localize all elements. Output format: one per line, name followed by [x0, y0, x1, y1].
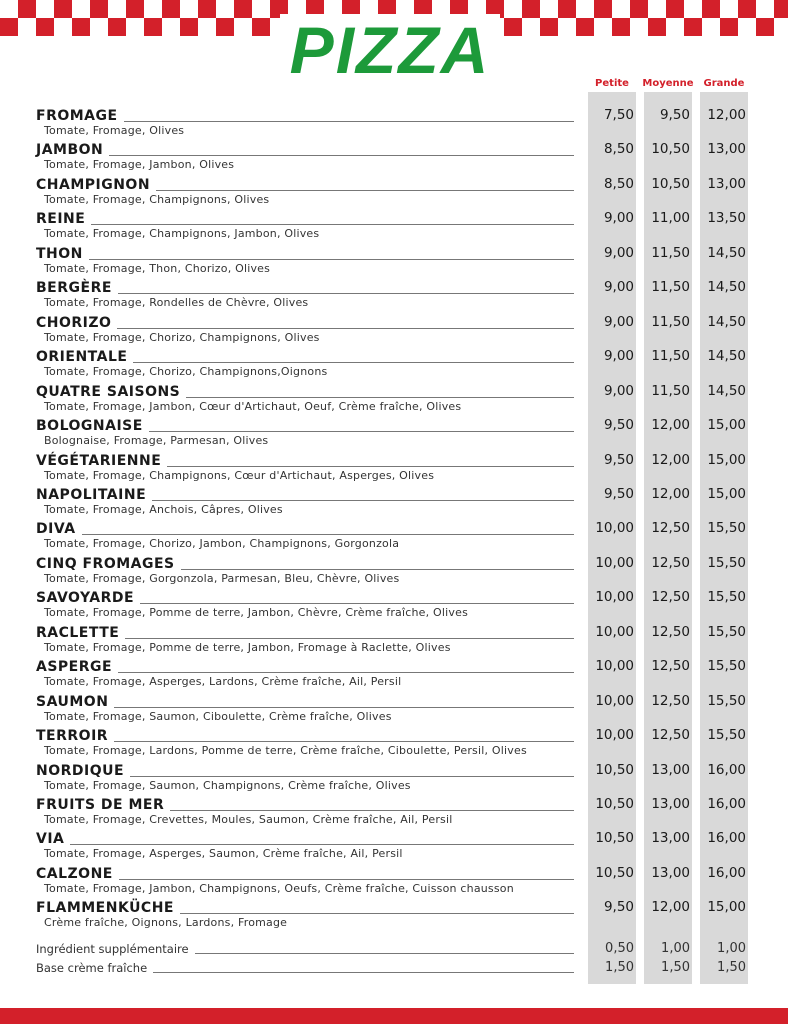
dotted-rule: [181, 569, 574, 570]
item-name: SAVOYARDE: [36, 590, 135, 607]
item-name: NORDIQUE: [36, 762, 125, 779]
item-ingredients: Crème fraîche, Oignons, Lardons, Fromage: [44, 916, 288, 930]
item-ingredients: Tomate, Fromage, Chorizo, Champignons,Oignons: [44, 365, 328, 379]
price-moyenne: 13,00: [651, 761, 690, 778]
price-grande: 14,50: [707, 313, 746, 330]
item-name-line: [36, 486, 574, 503]
dotted-rule: [118, 293, 574, 294]
item-name-line: [36, 796, 574, 813]
item-ingredients: Bolognaise, Fromage, Parmesan, Olives: [44, 434, 269, 448]
price-grande: 15,50: [707, 520, 746, 537]
dotted-rule: [119, 879, 574, 880]
extra-label: Base crème fraîche: [36, 961, 148, 975]
dotted-rule: [133, 362, 574, 363]
extra-price-petite: 0,50: [605, 941, 634, 956]
menu-item: [0, 245, 788, 279]
item-name-line: [36, 693, 574, 710]
item-name: CALZONE: [36, 865, 113, 882]
dotted-rule: [89, 259, 574, 260]
price-petite: 9,00: [603, 279, 634, 296]
item-name: DIVA: [36, 521, 76, 538]
price-grande: 15,00: [707, 417, 746, 434]
item-name-line: [36, 624, 574, 641]
price-moyenne: 12,00: [651, 451, 690, 468]
item-name: VÉGÉTARIENNE: [36, 452, 162, 469]
price-petite: 10,00: [595, 692, 634, 709]
price-moyenne: 13,00: [651, 864, 690, 881]
extra-price-moyenne: 1,50: [661, 960, 690, 975]
dotted-rule: [156, 190, 574, 191]
item-name-line: [36, 210, 574, 227]
price-petite: 9,00: [603, 348, 634, 365]
dotted-rule: [130, 776, 574, 777]
extra-label: Ingrédient supplémentaire: [36, 942, 189, 956]
dotted-rule: [152, 500, 574, 501]
price-grande: 14,50: [707, 279, 746, 296]
column-header-grande: Grande: [703, 78, 745, 89]
item-ingredients: Tomate, Fromage, Thon, Chorizo, Olives: [44, 261, 271, 275]
price-petite: 10,00: [595, 554, 634, 571]
item-name-line: [36, 555, 574, 572]
item-ingredients: Tomate, Fromage, Saumon, Champignons, Crème fraîche, Olives: [44, 778, 411, 792]
menu-item: [0, 899, 788, 933]
price-grande: 15,00: [707, 899, 746, 916]
menu-item: [0, 210, 788, 244]
price-moyenne: 12,50: [651, 727, 690, 744]
dotted-rule: [180, 913, 574, 914]
price-petite: 9,50: [603, 899, 634, 916]
price-petite: 9,50: [603, 417, 634, 434]
item-ingredients: Tomate, Fromage, Champignons, Jambon, Olives: [44, 227, 320, 241]
dotted-rule: [186, 397, 574, 398]
item-name-line: [36, 141, 574, 158]
column-header-petite: Petite: [595, 78, 629, 89]
item-name: REINE: [36, 211, 86, 228]
dotted-rule: [114, 707, 574, 708]
price-moyenne: 11,50: [651, 313, 690, 330]
price-grande: 15,50: [707, 554, 746, 571]
price-petite: 10,50: [595, 796, 634, 812]
menu-item: [0, 348, 788, 382]
menu-item: [0, 314, 788, 348]
price-grande: 14,50: [707, 348, 746, 365]
item-ingredients: Tomate, Fromage, Chorizo, Champignons, Olives: [44, 330, 320, 344]
item-ingredients: Tomate, Fromage, Asperges, Lardons, Crème fraîche, Ail, Persil: [44, 675, 402, 689]
item-name: JAMBON: [36, 142, 104, 159]
price-petite: 10,00: [595, 623, 634, 640]
price-grande: 13,00: [707, 175, 746, 192]
price-grande: 13,50: [707, 210, 746, 227]
price-petite: 7,50: [603, 107, 634, 123]
item-name-line: [36, 830, 574, 847]
item-name-line: [36, 383, 574, 400]
price-grande: 14,50: [707, 244, 746, 261]
price-moyenne: 12,50: [651, 692, 690, 709]
menu-item: [0, 520, 788, 554]
price-petite: 8,50: [603, 175, 634, 192]
item-name: SAUMON: [36, 693, 109, 710]
item-name: TERROIR: [36, 728, 109, 745]
extra-price-moyenne: 1,00: [661, 941, 690, 956]
price-moyenne: 10,50: [651, 141, 690, 158]
price-moyenne: 12,00: [651, 485, 690, 502]
item-ingredients: Tomate, Fromage, Saumon, Ciboulette, Crème fraîche, Olives: [44, 709, 392, 723]
price-petite: 9,00: [603, 244, 634, 261]
price-moyenne: 13,00: [651, 796, 690, 812]
extra-item: [0, 940, 788, 958]
item-name: CHORIZO: [36, 314, 112, 331]
item-name: VIA: [36, 831, 65, 848]
price-grande: 15,50: [707, 692, 746, 709]
item-ingredients: Tomate, Fromage, Olives: [44, 124, 185, 137]
price-petite: 10,50: [595, 864, 634, 881]
price-grande: 15,50: [707, 658, 746, 675]
item-name-line: [36, 727, 574, 744]
dotted-rule: [117, 328, 574, 329]
bottom-red-bar: [0, 1008, 788, 1024]
price-petite: 9,00: [603, 313, 634, 330]
menu-item: [0, 624, 788, 658]
price-moyenne: 12,50: [651, 554, 690, 571]
item-ingredients: Tomate, Fromage, Pomme de terre, Jambon, Fromage à Raclette, Olives: [44, 640, 451, 654]
price-moyenne: 11,00: [651, 210, 690, 227]
price-moyenne: 11,50: [651, 382, 690, 399]
dotted-rule: [118, 672, 574, 673]
item-name: QUATRE SAISONS: [36, 383, 181, 400]
item-name: FROMAGE: [36, 108, 118, 124]
item-ingredients: Tomate, Fromage, Lardons, Pomme de terre, Crème fraîche, Ciboulette, Persil, Olives: [44, 744, 527, 758]
price-moyenne: 9,50: [659, 107, 690, 123]
price-petite: 10,50: [595, 761, 634, 778]
item-name: ORIENTALE: [36, 349, 128, 366]
dotted-rule: [153, 972, 574, 973]
item-ingredients: Tomate, Fromage, Rondelles de Chèvre, Olives: [44, 296, 309, 310]
price-grande: 15,50: [707, 623, 746, 640]
item-name-line: [36, 865, 574, 882]
menu-item: [0, 486, 788, 520]
item-ingredients: Tomate, Fromage, Asperges, Saumon, Crème fraîche, Ail, Persil: [44, 847, 403, 861]
item-ingredients: Tomate, Fromage, Anchois, Câpres, Olives: [44, 502, 283, 516]
extra-item: [0, 959, 788, 977]
item-name: THON: [36, 245, 83, 262]
menu-item: [0, 107, 788, 141]
item-name-line: [36, 899, 574, 916]
item-ingredients: Tomate, Fromage, Champignons, Olives: [44, 192, 270, 206]
price-moyenne: 12,00: [651, 417, 690, 434]
item-name: CINQ FROMAGES: [36, 555, 175, 572]
menu-item: [0, 279, 788, 313]
menu-item: [0, 830, 788, 864]
extra-price-grande: 1,50: [717, 960, 746, 975]
item-name-line: [36, 348, 574, 365]
dotted-rule: [70, 844, 574, 845]
menu-item: [0, 176, 788, 210]
price-moyenne: 12,50: [651, 658, 690, 675]
item-name-line: [36, 417, 574, 434]
dotted-rule: [167, 466, 574, 467]
menu-item: [0, 589, 788, 623]
item-name: CHAMPIGNON: [36, 176, 151, 193]
item-ingredients: Tomate, Fromage, Gorgonzola, Parmesan, Bleu, Chèvre, Olives: [44, 571, 400, 585]
item-name-line: [36, 314, 574, 331]
dotted-rule: [109, 155, 574, 156]
price-grande: 15,00: [707, 485, 746, 502]
price-petite: 10,00: [595, 727, 634, 744]
title-box: [280, 14, 500, 86]
menu-item: [0, 865, 788, 899]
price-grande: 16,00: [707, 796, 746, 812]
price-petite: 9,00: [603, 210, 634, 227]
price-moyenne: 10,50: [651, 175, 690, 192]
item-ingredients: Tomate, Fromage, Champignons, Cœur d'Artichaut, Asperges, Olives: [44, 468, 435, 482]
menu-item: [0, 727, 788, 761]
item-name: FRUITS DE MER: [36, 797, 165, 813]
extra-price-grande: 1,00: [717, 941, 746, 956]
item-name-line: [36, 520, 574, 537]
price-petite: 8,50: [603, 141, 634, 158]
dotted-rule: [91, 224, 574, 225]
item-ingredients: Tomate, Fromage, Crevettes, Moules, Saumon, Crème fraîche, Ail, Persil: [44, 813, 453, 826]
item-name: BOLOGNAISE: [36, 418, 143, 435]
price-petite: 9,50: [603, 451, 634, 468]
menu-item: [0, 383, 788, 417]
price-petite: 10,00: [595, 589, 634, 606]
price-grande: 16,00: [707, 761, 746, 778]
dotted-rule: [124, 121, 574, 122]
extra-label-line: [36, 959, 574, 975]
item-name-line: [36, 245, 574, 262]
price-grande: 16,00: [707, 830, 746, 847]
item-ingredients: Tomate, Fromage, Jambon, Cœur d'Artichaut, Oeuf, Crème fraîche, Olives: [44, 399, 462, 413]
item-name: FLAMMENKÜCHE: [36, 900, 174, 917]
price-petite: 9,50: [603, 485, 634, 502]
dotted-rule: [82, 534, 574, 535]
price-grande: 12,00: [707, 107, 746, 123]
price-grande: 14,50: [707, 382, 746, 399]
menu-item: [0, 693, 788, 727]
price-moyenne: 12,50: [651, 520, 690, 537]
dotted-rule: [114, 741, 574, 742]
item-name-line: [36, 658, 574, 675]
dotted-rule: [125, 638, 574, 639]
item-name: NAPOLITAINE: [36, 486, 147, 503]
price-moyenne: 12,00: [651, 899, 690, 916]
dotted-rule: [195, 953, 574, 954]
item-ingredients: Tomate, Fromage, Jambon, Olives: [44, 158, 235, 172]
dotted-rule: [170, 810, 574, 811]
item-ingredients: Tomate, Fromage, Jambon, Champignons, Oeufs, Crème fraîche, Cuisson chausson: [44, 881, 514, 895]
menu-item: [0, 796, 788, 830]
item-ingredients: Tomate, Fromage, Chorizo, Jambon, Champignons, Gorgonzola: [44, 537, 400, 551]
price-grande: 15,50: [707, 727, 746, 744]
price-petite: 9,00: [603, 382, 634, 399]
price-petite: 10,00: [595, 520, 634, 537]
item-name-line: [36, 452, 574, 469]
price-petite: 10,00: [595, 658, 634, 675]
extra-label-line: [36, 940, 574, 956]
price-moyenne: 11,50: [651, 244, 690, 261]
price-petite: 10,50: [595, 830, 634, 847]
column-header-moyenne: Moyenne: [642, 78, 694, 89]
item-name: RACLETTE: [36, 624, 120, 641]
item-ingredients: Tomate, Fromage, Pomme de terre, Jambon, Chèvre, Crème fraîche, Olives: [44, 606, 469, 620]
menu-item: [0, 141, 788, 175]
price-moyenne: 11,50: [651, 279, 690, 296]
price-grande: 16,00: [707, 864, 746, 881]
menu-item: [0, 417, 788, 451]
item-name-line: [36, 107, 574, 124]
dotted-rule: [140, 603, 574, 604]
item-name-line: [36, 176, 574, 193]
menu-item: [0, 658, 788, 692]
extra-price-petite: 1,50: [605, 960, 634, 975]
item-name-line: [36, 279, 574, 296]
item-name: ASPERGE: [36, 659, 113, 676]
price-moyenne: 11,50: [651, 348, 690, 365]
menu-title: PIZZA: [289, 13, 491, 87]
menu-item: [0, 452, 788, 486]
price-moyenne: 12,50: [651, 589, 690, 606]
menu-item: [0, 762, 788, 796]
dotted-rule: [149, 431, 574, 432]
price-moyenne: 12,50: [651, 623, 690, 640]
price-grande: 15,00: [707, 451, 746, 468]
menu-item: [0, 555, 788, 589]
price-grande: 15,50: [707, 589, 746, 606]
price-moyenne: 13,00: [651, 830, 690, 847]
item-name-line: [36, 589, 574, 606]
item-name-line: [36, 762, 574, 779]
item-name: BERGÈRE: [36, 280, 112, 297]
price-grande: 13,00: [707, 141, 746, 158]
